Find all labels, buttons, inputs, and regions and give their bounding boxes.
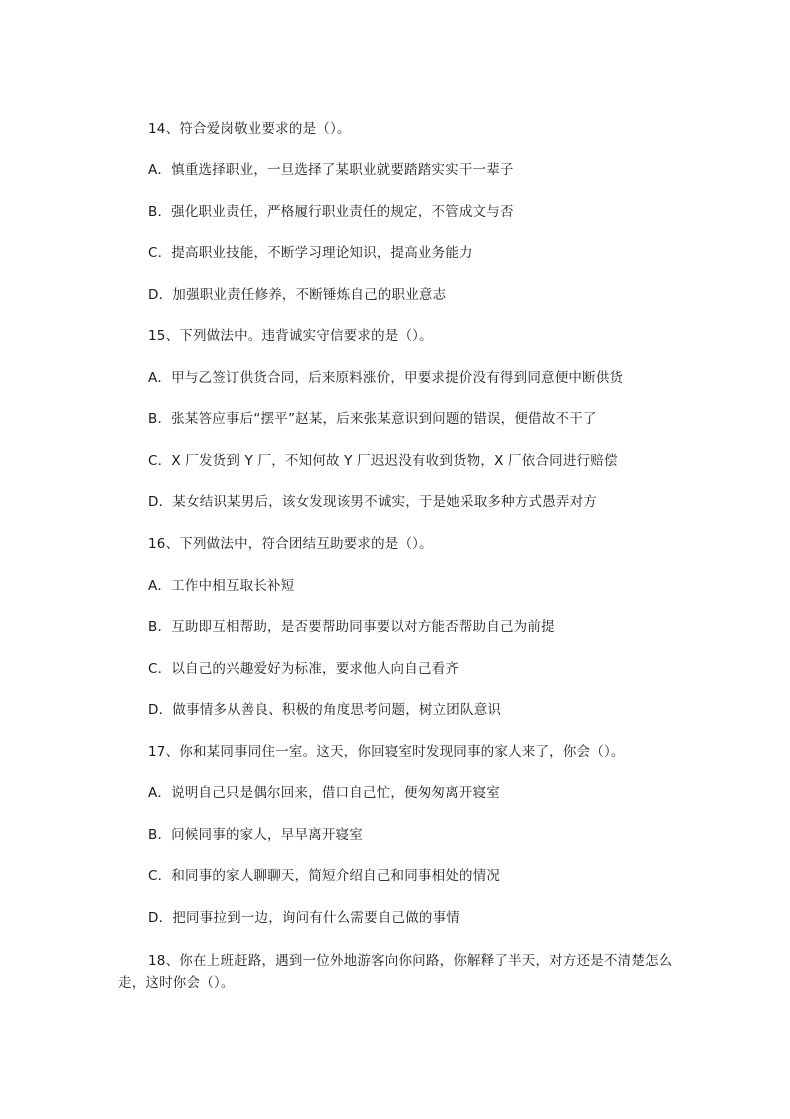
question-17-option-d: D．把同事拉到一边，询问有什么需要自己做的事情 bbox=[148, 910, 460, 926]
question-15-option-b: B．张某答应事后“摆平”赵某，后来张某意识到问题的错误，便借故不干了 bbox=[148, 411, 597, 427]
question-18-stem: 18、你在上班赶路，遇到一位外地游客向你问路，你解释了半天，对方还是不清楚怎么走，这时你会（）。 bbox=[118, 953, 673, 991]
question-14-option-b: B．强化职业责任，严格履行职业责任的规定，不管成文与否 bbox=[148, 204, 514, 220]
question-14-option-a: A．慎重选择职业，一旦选择了某职业就要踏踏实实干一辈子 bbox=[148, 162, 514, 178]
question-17-option-c: C．和同事的家人聊聊天，简短介绍自己和同事相处的情况 bbox=[148, 868, 501, 884]
question-17-option-a: A．说明自己只是偶尔回来，借口自己忙，便匆匆离开寝室 bbox=[148, 785, 500, 801]
question-16-option-d: D．做事情多从善良、积极的角度思考问题，树立团队意识 bbox=[148, 702, 502, 718]
question-15-option-a: A．甲与乙签订供货合同，后来原料涨价，甲要求提价没有得到同意便中断供货 bbox=[148, 370, 624, 386]
question-16-stem: 16、下列做法中，符合团结互助要求的是（）。 bbox=[148, 536, 433, 552]
question-16-option-a: A．工作中相互取长补短 bbox=[148, 578, 295, 594]
question-15-option-c: C．X 厂发货到 Y 厂，不知何故 Y 厂迟迟没有收到货物，X 厂依合同进行赔偿 bbox=[148, 453, 618, 469]
question-14-option-d: D．加强职业责任修养，不断锤炼自己的职业意志 bbox=[148, 287, 447, 303]
question-17-option-b: B．问候同事的家人，早早离开寝室 bbox=[148, 827, 363, 843]
question-16-option-c: C．以自己的兴趣爱好为标准，要求他人向自己看齐 bbox=[148, 661, 460, 677]
question-16-option-b: B．互助即互相帮助，是否要帮助同事要以对方能否帮助自己为前提 bbox=[148, 619, 555, 635]
question-15-option-d: D．某女结识某男后，该女发现该男不诚实，于是她采取多种方式愚弄对方 bbox=[148, 494, 597, 510]
question-14-option-c: C．提高职业技能，不断学习理论知识，提高业务能力 bbox=[148, 245, 473, 261]
question-15-stem: 15、下列做法中。违背诚实守信要求的是（）。 bbox=[148, 328, 433, 344]
question-14-stem: 14、符合爱岗敬业要求的是（）。 bbox=[148, 121, 351, 137]
question-17-stem: 17、你和某同事同住一室。这天，你回寝室时发现同事的家人来了，你会（）。 bbox=[148, 744, 625, 760]
